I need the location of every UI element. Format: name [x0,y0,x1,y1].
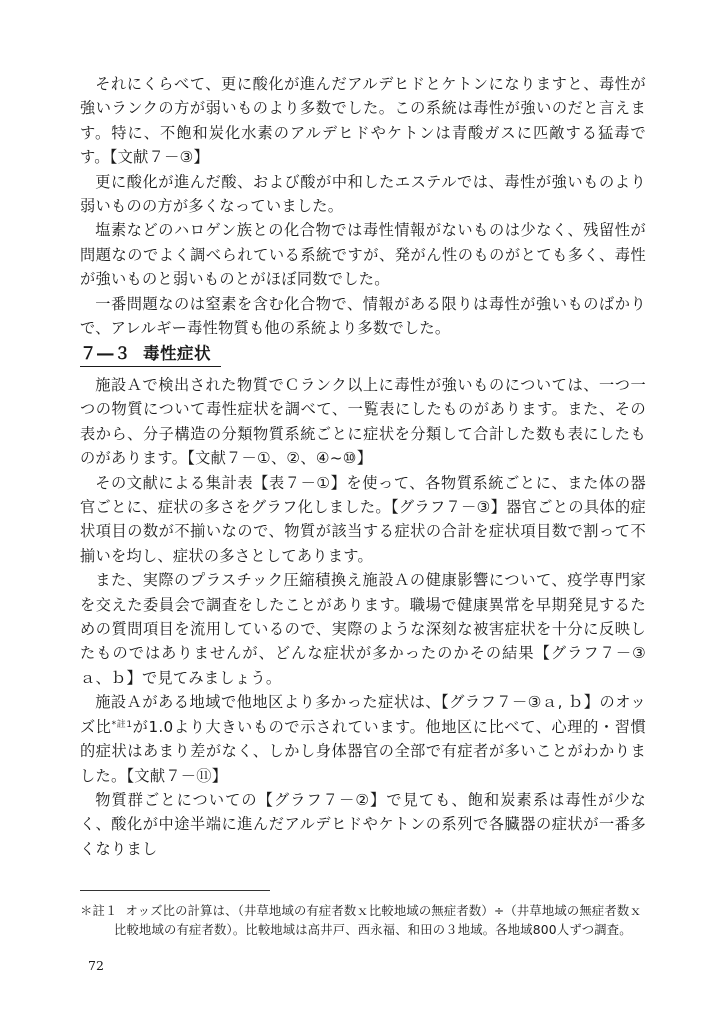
intro-paragraph-4: 一番問題なのは窒素を含む化合物で、情報がある限りは毒性が強いものばかりで、アレルギー毒性物質も他の系統より多数でした。 [80,294,646,338]
section-text-block [80,373,646,861]
intro-paragraph-2: 更に酸化が進んだ酸、および酸が中和したエステルでは、毒性が強いものより弱いものの方が多くなっていました。 [80,172,646,216]
page-number: 72 [88,958,104,973]
footnote-divider [80,890,270,891]
footnote [80,902,646,939]
intro-paragraph-3: 塩素などのハロゲン族との化合物では毒性情報がないものは少なく、残留性が問題なのでよく調べられている系統ですが、発がん性のものがとても多く、毒性が強いものと弱いものとがほぼ同数でした。 [80,221,646,289]
section-paragraph-last: 物質群ごとについての【グラフ７－②】で見ても、飽和炭素系は毒性が少なく、酸化が中途半端に進んだアルデヒドやケトンの系列で各臓器の症状が一番多くなりまし [80,790,646,858]
intro-paragraph-1: それにくらべて、更に酸化が進んだアルデヒドとケトンになりますと、毒性が強いランクの方が弱いものより多数でした。この系統は毒性が強いのだと言えます。特に、不飽和炭化水素のアルデヒドやケトンは青酸ガスに匹敵する猛毒です。【文献７－③】 [80,75,646,167]
section-paragraph-2: その文献による集計表【表７－①】を使って、各物質系統ごとに、また体の器官ごとに、症状の多さをグラフ化しました。【グラフ７－③】器官ごとの具体的症状項目の数が不揃いなので、物質が該当する症状の合計を症状項目数で割って不揃いを均し、症状の多さとしてあります。 [80,473,646,565]
footnote-line-1 [80,902,646,921]
section-paragraph-3: また、実際のプラスチック圧縮積換え施設Ａの健康影響について、疫学専門家を交えた委員会で調査をしたことがあります。職場で健康異常を早期発見するための質問項目を流用しているので、実際のような深刻な被害症状を十分に反映したものではありませんが、どんな症状が多かったのかその結果【グラフ７－③ａ、ｂ】で見てみましょう。 [80,571,646,687]
section-number: ７―３ [80,344,131,363]
footnote-reference: *註1 [111,719,133,730]
odds-text-before: 施設Ａがある地域で他地区より多かった症状は、【グラフ７－③ａ, ｂ】のオッズ比 [80,693,646,736]
section-paragraph-odds [80,690,646,788]
footnote-line-2: 比較地域の有症者数）。比較地域は高井戸、西永福、和田の３地域。各地域800人ずつ調査。 [114,922,632,937]
intro-text-block [80,72,646,340]
odds-text-after: が1.0より大きいもので示されています。他地区に比べて、心理的・習慣的症状はあまり差がなく、しかし身体器官の全部で有症者が多いことがわかりました。【文献７－⑪】 [80,717,646,785]
footnote-mark: ＊註１ [80,904,118,918]
section-heading [80,342,221,367]
section-title: 毒性症状 [143,344,211,363]
section-paragraph-1: 施設Ａで検出された物質でＣランク以上に毒性が強いものについては、一つ一つの物質について毒性症状を調べて、一覧表にしたものがあります。また、その表から、分子構造の分類物質系統ごとに症状を分類して合計した数も表にしたものがあります。【文献７－①、②、④~⑩】 [80,376,646,468]
footnote-text-1: オッズ比の計算は、（井草地域の有症者数ｘ比較地域の無症者数）÷（井草地域の無症者数ｘ [125,904,642,918]
